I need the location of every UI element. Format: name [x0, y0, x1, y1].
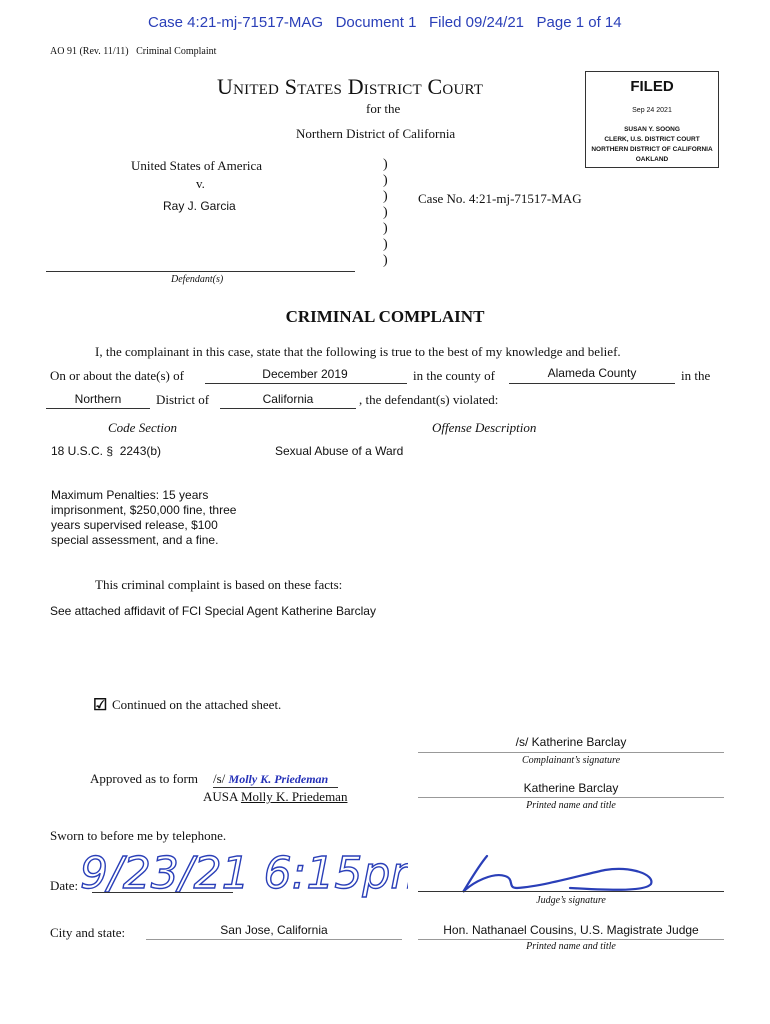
continued-label: Continued on the attached sheet. [112, 697, 282, 712]
approved-label: Approved as to form [90, 771, 198, 786]
judge-name-rule [418, 939, 724, 940]
caption-paren: ) [383, 253, 388, 268]
court-district: Northern District of California [296, 126, 456, 141]
date-prefix: On or about the date(s) of [50, 368, 184, 383]
complainant-sig-rule [418, 752, 724, 753]
complainant-name-label: Printed name and title [526, 800, 616, 811]
handwritten-date-svg [78, 840, 408, 900]
city-value: San Jose, California [220, 923, 328, 937]
form-id: AO 91 (Rev. 11/11) Criminal Complaint [50, 46, 217, 57]
versus: v. [196, 176, 205, 191]
for-the: for the [366, 101, 401, 116]
complainant-name: Katherine Barclay [523, 781, 619, 795]
state-value: California [262, 392, 314, 406]
caption-paren: ) [383, 189, 388, 204]
caption-paren: ) [383, 205, 388, 220]
case-header-stamp: Case 4:21-mj-71517-MAG Document 1 Filed 09/24/21 Page 1 of 14 [148, 14, 622, 31]
caption-paren: ) [383, 157, 388, 172]
district-rule [46, 408, 150, 409]
offense-description: Sexual Abuse of a Ward [275, 444, 404, 458]
case-no-value: 4:21-mj-71517-MAG [468, 191, 582, 206]
handwritten-date [78, 840, 408, 900]
defendant-label: Defendant(s) [171, 274, 224, 285]
city-label: City and state: [50, 925, 126, 940]
judge-signature-stroke [463, 856, 651, 892]
facts-text: See attached affidavit of FCI Special Agent Katherine Barclay [50, 604, 376, 618]
code-section: 18 U.S.C. § 2243(b) [51, 444, 162, 458]
caption-paren: ) [383, 237, 388, 252]
complainant-sig-label: Complainant’s signature [521, 755, 621, 766]
sworn-text: Sworn to before me by telephone. [50, 828, 227, 843]
penalties-line: special assessment, and a fine. [51, 533, 219, 547]
handwritten-date-text: 9/23/21 6:15pm [80, 848, 408, 899]
penalties-line: Maximum Penalties: 15 years [51, 488, 209, 502]
complaint-title: CRIMINAL COMPLAINT [285, 307, 485, 326]
case-number-label [418, 191, 582, 207]
filed-court: CLERK, U.S. DISTRICT COURT [604, 136, 700, 143]
ausa-line [203, 789, 347, 805]
complainant-name-rule [418, 797, 724, 798]
plaintiff: United States of America [131, 158, 263, 173]
filed-title: FILED [630, 78, 674, 95]
caption-paren: ) [383, 173, 388, 188]
county-value: Alameda County [547, 366, 637, 380]
continued-checkbox[interactable]: ☑ [93, 697, 108, 714]
approval-sig-prefix: /s/ [213, 771, 226, 786]
judge-sig-label: Judge’s signature [536, 895, 606, 906]
case-no-label: Case No. [418, 191, 466, 206]
date-rule-2 [92, 892, 233, 893]
ausa-name: Molly K. Priedeman [240, 789, 348, 804]
penalties-line: imprisonment, $250,000 fine, three [51, 503, 237, 517]
court-title: United States District Court [217, 74, 484, 99]
district-of: District of [156, 392, 210, 407]
ausa-label: AUSA [203, 789, 238, 804]
filed-district: NORTHERN DISTRICT OF CALIFORNIA [591, 146, 713, 153]
state-rule [220, 408, 356, 409]
judge-name-label: Printed name and title [526, 941, 616, 952]
violated-text: , the defendant(s) violated: [359, 392, 499, 407]
filed-date: Sep 24 2021 [632, 107, 672, 114]
complainant-signature: /s/ Katherine Barclay [515, 735, 627, 749]
defendant-name: Ray J. Garcia [163, 199, 236, 213]
offense-date: December 2019 [262, 367, 348, 381]
date-rule [205, 383, 407, 384]
date-label: Date: [50, 878, 79, 893]
county-rule [509, 383, 675, 384]
approval-sig-name: Molly K. Priedeman [228, 772, 329, 786]
facts-label: This criminal complaint is based on these facts: [95, 577, 343, 592]
caption-paren: ) [383, 221, 388, 236]
city-rule [146, 939, 402, 940]
filed-stamp [585, 71, 719, 168]
district-value: Northern [74, 392, 122, 406]
judge-sig-rule [418, 891, 724, 892]
max-penalties [51, 488, 236, 548]
defendant-rule [46, 271, 355, 272]
penalties-line: years supervised release, $100 [51, 518, 218, 532]
approval-signature [213, 771, 328, 787]
complaint-intro: I, the complainant in this case, state that the following is true to the best of my knowledge and belief. [95, 344, 621, 359]
approval-rule [213, 787, 338, 788]
filed-city: OAKLAND [635, 156, 669, 163]
county-prefix: in the county of [413, 368, 495, 383]
in-the: in the [681, 368, 711, 383]
judge-name: Hon. Nathanael Cousins, U.S. Magistrate Judge [443, 923, 699, 937]
code-section-header: Code Section [108, 420, 177, 435]
offense-description-header: Offense Description [432, 420, 537, 435]
filed-clerk: SUSAN Y. SOONG [624, 126, 680, 133]
